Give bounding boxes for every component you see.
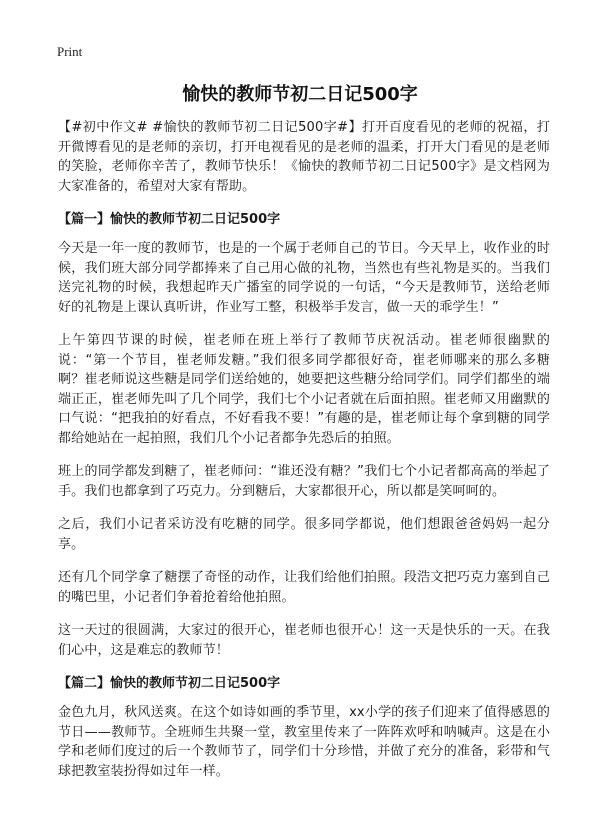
section-heading-1: 【篇一】愉快的教师节初二日记500字 [58,212,281,227]
document-body [58,118,550,795]
paragraph: 上午第四节课的时候，崔老师在班上举行了教师节庆祝活动。崔老师很幽默的说：“第一个节目，崔老师发糖。”我们很多同学都很好奇，崔老师哪来的那么多糖啊？崔老师说这些糖是同学们送给她的，她要把这些糖分给同学们。同学们都坐的端端正正，崔老师先叫了几个同学，我们七个小记者就在后面拍照。崔老师又用幽默的口气说：“把我拍的好看点，不好看我不要！”有趣的是，崔老师让每个拿到糖的同学都给她站在一起拍照，我们几个小记者都争先恐后的拍照。 [58,333,550,446]
section-heading-2: 【篇二】愉快的教师节初二日记500字 [58,676,281,691]
paragraph: 还有几个同学拿了糖摆了奇怪的动作，让我们给他们拍照。段浩文把巧克力塞到自己的嘴巴里，小记者们争着抢着给他拍照。 [58,570,550,605]
paragraph: 班上的同学都发到糖了，崔老师问：“谁还没有糖？”我们七个小记者都高高的举起了手。我们也都拿到了巧克力。分到糖后，大家都很开心，所以都是笑呵呵的。 [58,464,550,499]
paragraph: 之后，我们小记者采访没有吃糖的同学。很多同学都说，他们想跟爸爸妈妈一起分享。 [58,517,550,552]
intro-paragraph: 【#初中作文# #愉快的教师节初二日记500字#】打开百度看见的老师的祝福，打开微博看见的是老师的亲切，打开电视看见的是老师的温柔，打开大门看见的是老师的笑脸，老师你辛苦了，教师节快乐！《愉快的教师节初二日记500字》是文档网为大家准备的，希望对大家有帮助。 [58,120,550,194]
paragraph: 金色九月，秋风送爽。在这个如诗如画的季节里，xx小学的孩子们迎来了值得感恩的节日——教师节。全班师生共聚一堂，教室里传来了一阵阵欢呼和呐喊声。这是在小学和老师们度过的后一个教师节了，同学们十分珍惜，并做了充分的准备，彩带和气球把教室装扮得如过年一样。 [58,705,550,779]
print-link[interactable]: Print [57,44,83,59]
page-title: 愉快的教师节初二日记500字 [182,84,418,105]
paragraph: 今天是一年一度的教师节，也是的一个属于老师自己的节日。今天早上，收作业的时候，我们班大部分同学都捧来了自己用心做的礼物，当然也有些礼物是买的。当我们送完礼物的时候，我想起昨天广播室的同学说的一句话，“今天是教师节，送给老师好的礼物是上课认真听讲，作业写工整，积极举手发言，做一天的乖学生！” [58,241,550,315]
paragraph: 这一天过的很圆满，大家过的很开心，崔老师也很开心！这一天是快乐的一天。在我们心中，这是难忘的教师节！ [58,623,550,658]
